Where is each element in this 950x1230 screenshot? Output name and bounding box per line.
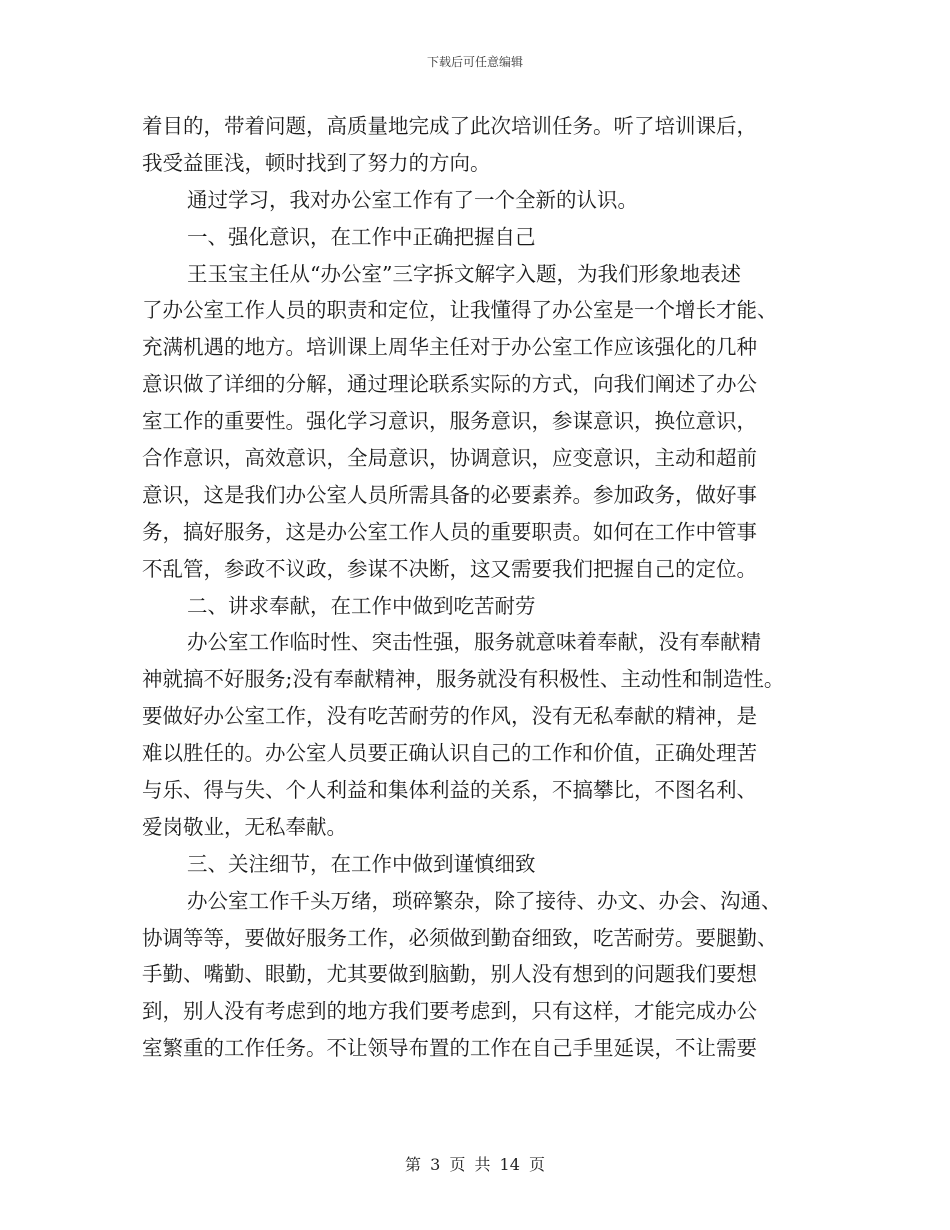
text-line: 办公室工作千头万绪，琐碎繁杂，除了接待、办文、办会、沟通、: [187, 888, 782, 913]
text-line: 王玉宝主任从“办公室”三字拆文解字入题，为我们形象地表述: [187, 261, 741, 286]
text-line: 手勤、嘴勤、眼勤，尤其要做到脑勤，别人没有想到的问题我们要想: [142, 962, 757, 987]
text-line: 合作意识，高效意识，全局意识，协调意识，应变意识，主动和超前: [142, 446, 757, 471]
text-line: 办公室工作临时性、突击性强，服务就意味着奉献，没有奉献精: [187, 630, 761, 655]
text-line: 意识，这是我们办公室人员所需具备的必要素养。参加政务，做好事: [142, 482, 757, 507]
text-line: 务，搞好服务，这是办公室工作人员的重要职责。如何在工作中管事: [142, 519, 757, 544]
text-line: 爱岗敬业，无私奉献。: [142, 814, 347, 839]
text-line: 充满机遇的地方。培训课上周华主任对于办公室工作应该强化的几种: [142, 335, 757, 360]
page-header: 下载后可任意编辑: [426, 55, 523, 69]
text-line: 到，别人没有考虑到的地方我们要考虑到，只有这样，才能完成办公: [142, 999, 757, 1024]
text-line: 神就搞不好服务;没有奉献精神，服务就没有积极性、主动性和制造性。: [142, 667, 785, 692]
text-line: 室工作的重要性。强化学习意识，服务意识，参谋意识，换位意识，: [142, 409, 757, 434]
text-line: 我受益匪浅，顿时找到了努力的方向。: [142, 150, 491, 175]
text-line: 意识做了详细的分解，通过理论联系实际的方式，向我们阐述了办公: [142, 372, 757, 397]
page-footer: 第 3 页 共 14 页: [405, 1155, 545, 1174]
text-line: 了办公室工作人员的职责和定位，让我懂得了办公室是一个增长才能、: [142, 298, 778, 323]
text-line: 通过学习，我对办公室工作有了一个全新的认识。: [187, 187, 638, 212]
text-line: 与乐、得与失、个人利益和集体利益的关系，不搞攀比，不图名利、: [142, 778, 757, 803]
text-line: 难以胜任的。办公室人员要正确认识自己的工作和价值，正确处理苦: [142, 741, 757, 766]
text-line: 三、关注细节，在工作中做到谨慎细致: [187, 851, 536, 876]
text-line: 室繁重的工作任务。不让领导布置的工作在自己手里延误，不让需要: [142, 1036, 757, 1061]
text-line: 要做好办公室工作，没有吃苦耐劳的作风，没有无私奉献的精神，是: [142, 704, 757, 729]
document-body: [142, 108, 812, 1067]
text-line: 不乱管，参政不议政，参谋不决断，这又需要我们把握自己的定位。: [142, 556, 757, 581]
text-line: 二、讲求奉献，在工作中做到吃苦耐劳: [187, 593, 536, 618]
text-line: 协调等等，要做好服务工作，必须做到勤奋细致，吃苦耐劳。要腿勤、: [142, 925, 778, 950]
text-line: 一、强化意识，在工作中正确把握自己: [187, 224, 536, 249]
text-line: 着目的，带着问题，高质量地完成了此次培训任务。听了培训课后，: [142, 114, 757, 138]
